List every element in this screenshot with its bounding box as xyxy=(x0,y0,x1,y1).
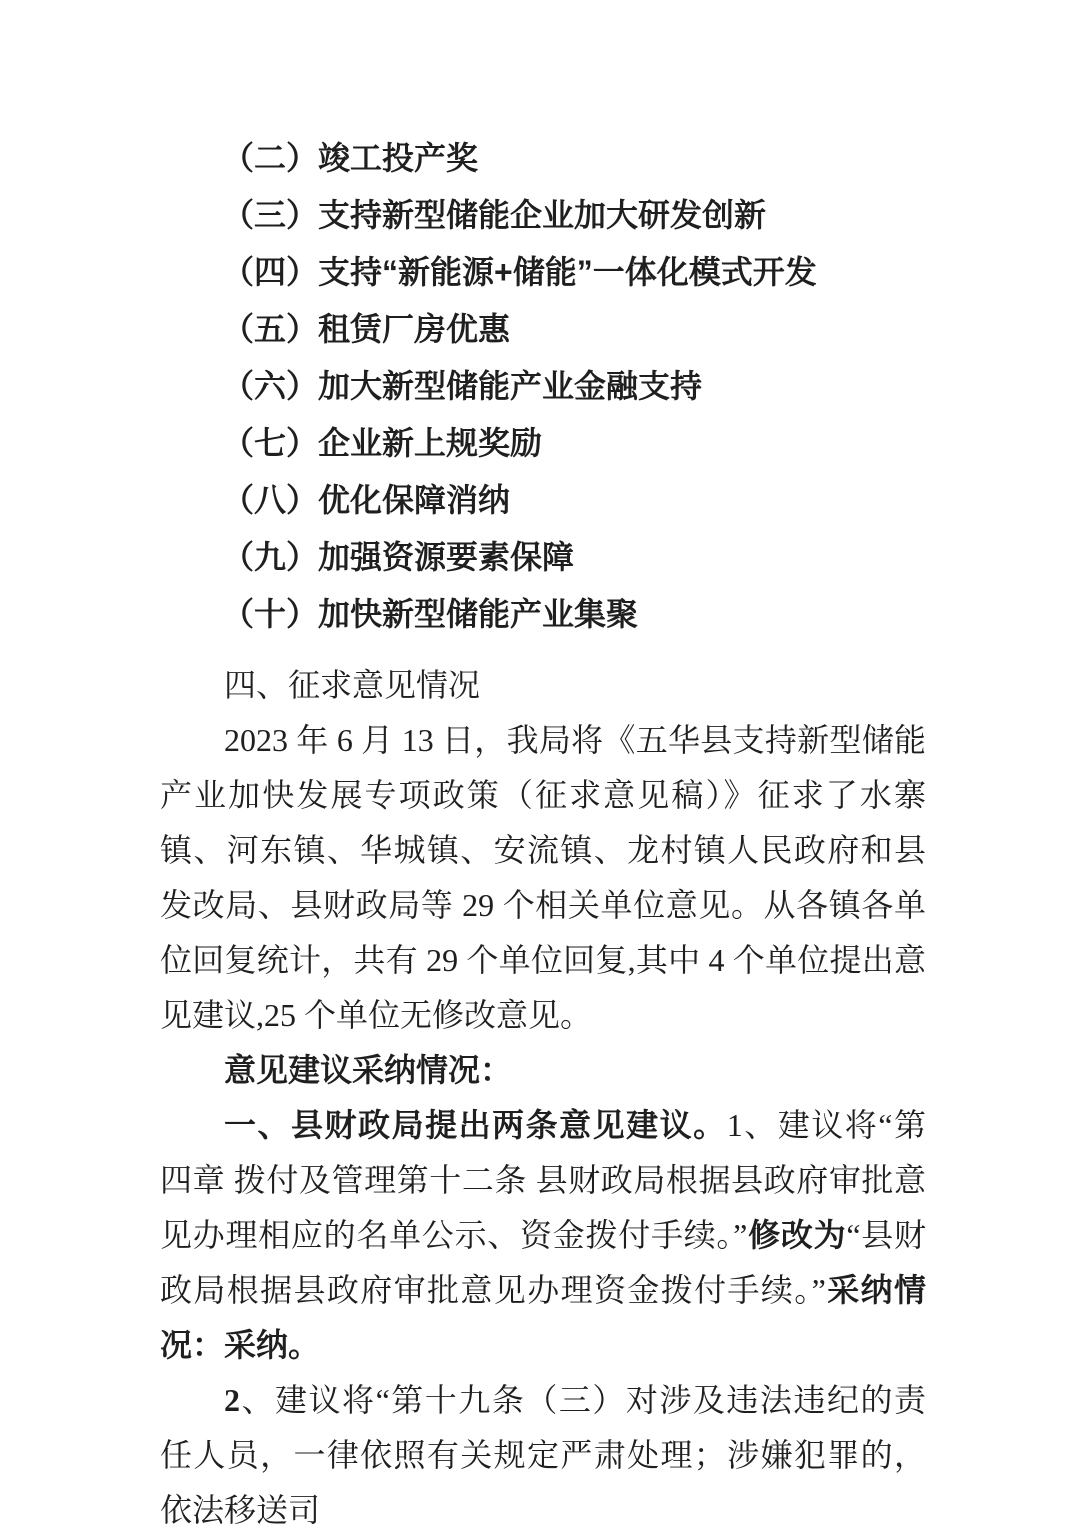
paragraph-suggestion-2 xyxy=(160,1373,926,1527)
suggestion-2-number: 2 xyxy=(224,1382,240,1418)
document-content xyxy=(160,0,926,1527)
outline-item-10: （十）加快新型储能产业集聚 xyxy=(222,596,639,632)
outline-item-7: （七）企业新上规奖励 xyxy=(222,425,543,461)
outline-item-9: （九）加强资源要素保障 xyxy=(222,539,575,575)
paragraph-suggestion-1 xyxy=(160,1098,926,1373)
outline-item-8: （八）优化保障消纳 xyxy=(222,482,511,518)
outline-list xyxy=(160,130,926,643)
suggestion-2-text: 、建议将“第十九条（三）对涉及违法违纪的责任人员，一律依照有关规定严肃处理；涉嫌犯罪的，依法移送司 xyxy=(160,1382,926,1527)
outline-item-4: （四）支持“新能源+储能”一体化模式开发 xyxy=(222,254,817,290)
suggestion-1-emphasis-modify: 修改为 xyxy=(747,1217,847,1253)
outline-item-3: （三）支持新型储能企业加大研发创新 xyxy=(222,197,767,233)
suggestion-1-emphasis-adoption: 采纳情况：采纳。 xyxy=(160,1272,926,1363)
section-heading-consultation: 四、征求意见情况 xyxy=(224,667,481,703)
paragraph-consultation: 2023 年 6 月 13 日，我局将《五华县支持新型储能产业加快发展专项政策（征求意见稿）》征求了水寨镇、河东镇、华城镇、安流镇、龙村镇人民政府和县发改局、县财政局等 29 个相关单位意见。从各镇各单位回复统计，共有 29 个单位回复,其中 4 个单位提出意见建议,25 个单位无修改意见。 xyxy=(160,722,926,1033)
outline-item-2: （二）竣工投产奖 xyxy=(222,140,479,176)
outline-item-5: （五）租赁厂房优惠 xyxy=(222,311,511,347)
subheading-adoption-status: 意见建议采纳情况： xyxy=(224,1052,513,1088)
suggestion-1-lead: 一、县财政局提出两条意见建议。 xyxy=(224,1107,727,1143)
outline-item-6: （六）加大新型储能产业金融支持 xyxy=(222,368,703,404)
suggestion-1-text-b: “县财政局根据县政府审批意见办理资金拨付手续。” xyxy=(160,1217,926,1308)
suggestion-1-text-a: 1、建议将“第四章 拨付及管理第十二条 县财政局根据县政府审批意见办理相应的名单公示、资金拨付手续。” xyxy=(160,1107,926,1253)
